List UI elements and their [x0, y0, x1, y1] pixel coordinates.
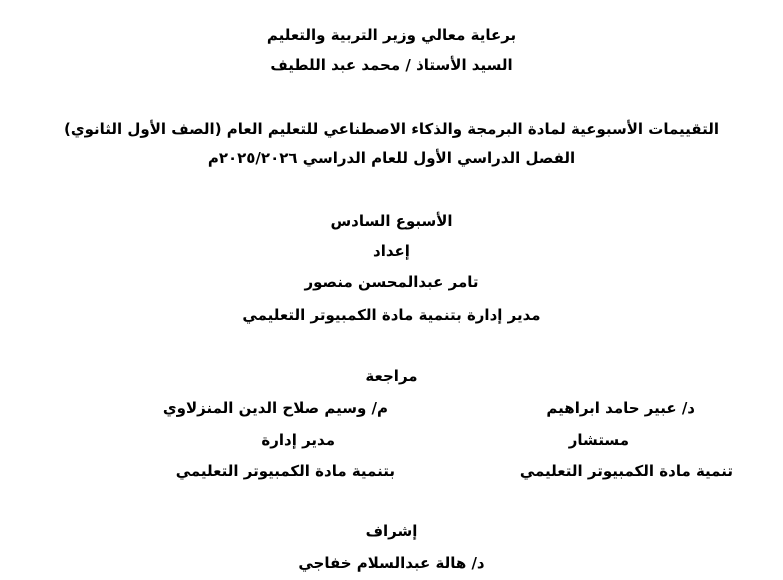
- prepared-name: تامر عبدالمحسن منصور: [304, 273, 479, 291]
- reviewer-left-title: مدير إدارة: [261, 431, 335, 449]
- title-line-2: الفصل الدراسي الأول للعام الدراسي ٢٠٢٥/٢٠٢٦م: [207, 149, 576, 167]
- week-label: الأسبوع السادس: [330, 212, 453, 230]
- supervision-label: إشراف: [365, 522, 418, 540]
- supervision-name: د/ هالة عبدالسلام خفاجي: [298, 554, 485, 572]
- reviewer-right-title: مستشار: [568, 431, 629, 449]
- title-line-1: التقييمات الأسبوعية لمادة البرمجة والذكاء الاصطناعي للتعليم العام (الصف الأول الثانوي): [64, 120, 719, 138]
- review-label: مراجعة: [365, 367, 418, 385]
- reviewer-left-dept: بتنمية مادة الكمبيوتر التعليمي: [175, 462, 395, 480]
- prepared-label: إعداد: [373, 242, 410, 260]
- minister-line: السيد الأستاذ / محمد عبد اللطيف: [270, 56, 513, 74]
- reviewer-right-name: د/ عبير حامد ابراهيم: [546, 399, 695, 417]
- reviewer-left-name: م/ وسيم صلاح الدين المنزلاوي: [162, 399, 388, 417]
- prepared-role: مدير إدارة بتنمية مادة الكمبيوتر التعليمي: [242, 306, 541, 324]
- reviewer-right-dept: تنمية مادة الكمبيوتر التعليمي: [519, 462, 733, 480]
- patronage-line: برعاية معالي وزير التربية والتعليم: [266, 26, 517, 44]
